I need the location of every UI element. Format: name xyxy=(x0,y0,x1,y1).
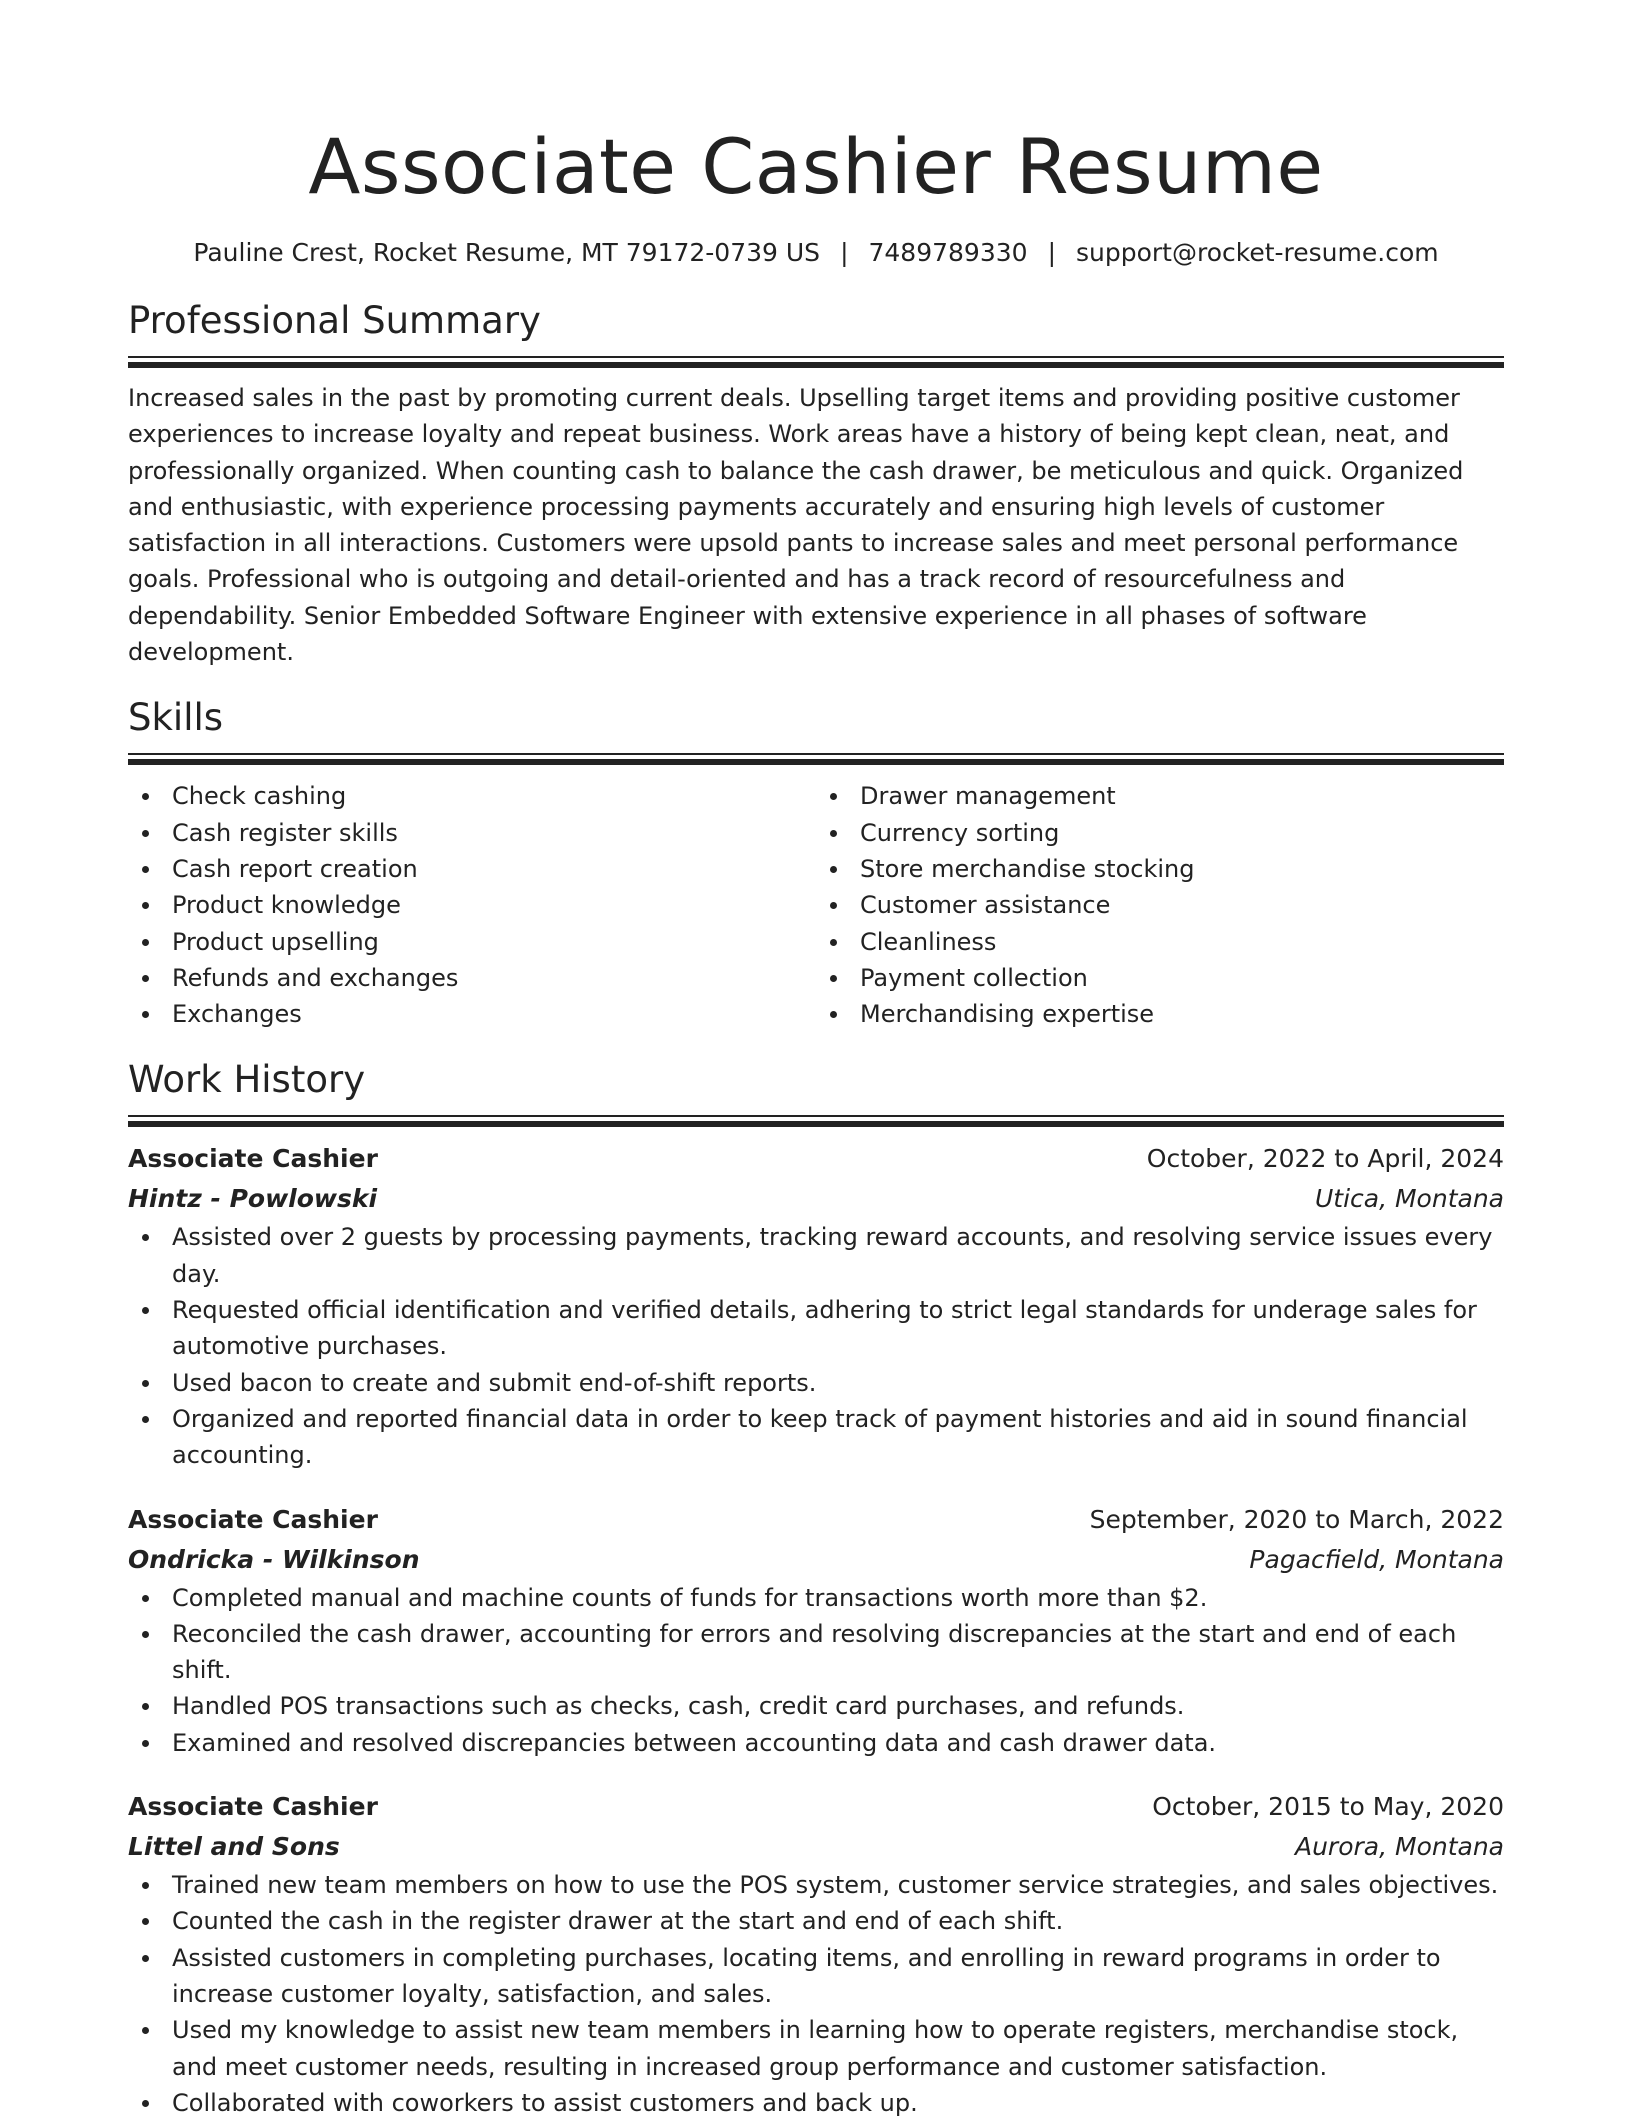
job-bullet: Reconciled the cash drawer, accounting for errors and resolving discrepancies at the start and end of each shift. xyxy=(128,1616,1504,1689)
resume-title: Associate Cashier Resume xyxy=(308,122,1324,211)
job-dates: September, 2020 to March, 2022 xyxy=(1089,1504,1504,1534)
summary-section xyxy=(128,298,1504,670)
skills-column-left xyxy=(128,778,816,1032)
job-company: Ondricka - Wilkinson xyxy=(128,1544,420,1574)
job-bullet: Used bacon to create and submit end-of-shift reports. xyxy=(128,1365,1504,1401)
summary-text: Increased sales in the past by promoting current deals. Upselling target items and providing positive customer experiences to increase loyalty and repeat business. Work areas have a history of being kept clean, neat, and professionally organized. When counting cash to balance the cash drawer, be meticulous and quick. Organized and enthusiastic, with experience processing payments accurately and ensuring high levels of customer satisfaction in all interactions. Customers were upsold pants to increase sales and meet personal performance goals. Professional who is outgoing and detail-oriented and has a track record of resourcefulness and dependability. Senior Embedded Software Engineer with extensive experience in all phases of software development. xyxy=(128,384,1464,667)
job-bullet: Collaborated with coworkers to assist customers and back up. xyxy=(128,2085,1504,2121)
contact-address: Pauline Crest, Rocket Resume, MT 79172-0739 US xyxy=(193,238,821,267)
skill-item: Check cashing xyxy=(128,778,816,814)
section-divider xyxy=(128,1115,1504,1117)
job-bullet: Requested official identification and verified details, adhering to strict legal standards for underage sales for automotive purchases. xyxy=(128,1292,1504,1365)
job-entry xyxy=(128,1787,1504,2121)
section-divider xyxy=(128,362,1504,368)
skill-item: Cash report creation xyxy=(128,851,816,887)
job-dates: October, 2015 to May, 2020 xyxy=(1152,1792,1504,1822)
job-subheader-row xyxy=(128,1540,1504,1580)
skill-item: Refunds and exchanges xyxy=(128,960,816,996)
job-bullet-list xyxy=(128,1867,1504,2121)
skill-item: Drawer management xyxy=(816,778,1504,814)
job-subheader-row xyxy=(128,1179,1504,1219)
job-header-row xyxy=(128,1787,1504,1827)
job-bullet: Organized and reported financial data in order to keep track of payment histories and aid in sound financial accounting. xyxy=(128,1401,1504,1474)
skill-item: Customer assistance xyxy=(816,887,1504,923)
job-title: Associate Cashier xyxy=(128,1792,378,1822)
resume-page xyxy=(128,0,1504,2121)
job-location: Utica, Montana xyxy=(1314,1184,1504,1214)
skills-column-right xyxy=(816,778,1504,1032)
section-divider xyxy=(128,356,1504,358)
job-subheader-row xyxy=(128,1827,1504,1867)
job-company: Hintz - Powlowski xyxy=(128,1184,378,1214)
skill-item: Product knowledge xyxy=(128,887,816,923)
skill-item: Cleanliness xyxy=(816,924,1504,960)
section-divider xyxy=(128,1121,1504,1127)
job-header-row xyxy=(128,1139,1504,1179)
job-dates: October, 2022 to April, 2024 xyxy=(1146,1144,1504,1174)
skills-section xyxy=(128,695,1504,1032)
skill-item: Cash register skills xyxy=(128,815,816,851)
skills-list xyxy=(128,778,1504,1032)
section-heading: Skills xyxy=(128,696,224,740)
work-history-section xyxy=(128,1057,1504,2121)
skill-item: Exchanges xyxy=(128,996,816,1032)
job-bullet-list xyxy=(128,1580,1504,1761)
job-bullet: Completed manual and machine counts of funds for transactions worth more than $2. xyxy=(128,1580,1504,1616)
skill-item: Currency sorting xyxy=(816,815,1504,851)
section-heading: Work History xyxy=(128,1058,366,1102)
contact-line xyxy=(128,236,1504,270)
job-bullet: Handled POS transactions such as checks, cash, credit card purchases, and refunds. xyxy=(128,1688,1504,1724)
job-title: Associate Cashier xyxy=(128,1504,378,1534)
job-bullet: Trained new team members on how to use the POS system, customer service strategies, and sales objectives. xyxy=(128,1867,1504,1903)
section-divider xyxy=(128,759,1504,765)
section-divider xyxy=(128,753,1504,755)
contact-separator: | xyxy=(840,238,849,267)
skill-item: Payment collection xyxy=(816,960,1504,996)
job-bullet: Assisted over 2 guests by processing payments, tracking reward accounts, and resolving service issues every day. xyxy=(128,1219,1504,1292)
job-bullet: Counted the cash in the register drawer at the start and end of each shift. xyxy=(128,1903,1504,1939)
skill-item: Store merchandise stocking xyxy=(816,851,1504,887)
skill-item: Product upselling xyxy=(128,924,816,960)
job-bullet-list xyxy=(128,1219,1504,1473)
job-location: Aurora, Montana xyxy=(1294,1832,1504,1862)
job-title: Associate Cashier xyxy=(128,1144,378,1174)
job-bullet: Examined and resolved discrepancies between accounting data and cash drawer data. xyxy=(128,1725,1504,1761)
skill-item: Merchandising expertise xyxy=(816,996,1504,1032)
job-header-row xyxy=(128,1500,1504,1540)
job-company: Littel and Sons xyxy=(128,1832,340,1862)
job-bullet: Used my knowledge to assist new team members in learning how to operate registers, merchandise stock, and meet customer needs, resulting in increased group performance and customer satisfaction. xyxy=(128,2012,1504,2085)
contact-separator: | xyxy=(1047,238,1056,267)
job-list xyxy=(128,1139,1504,2121)
contact-email: support@rocket-resume.com xyxy=(1076,238,1439,267)
section-heading: Professional Summary xyxy=(128,299,541,342)
job-entry xyxy=(128,1139,1504,1473)
job-entry xyxy=(128,1500,1504,1761)
contact-phone: 7489789330 xyxy=(868,238,1028,267)
job-location: Pagacfield, Montana xyxy=(1249,1544,1504,1574)
job-bullet: Assisted customers in completing purchases, locating items, and enrolling in reward programs in order to increase customer loyalty, satisfaction, and sales. xyxy=(128,1940,1504,2013)
